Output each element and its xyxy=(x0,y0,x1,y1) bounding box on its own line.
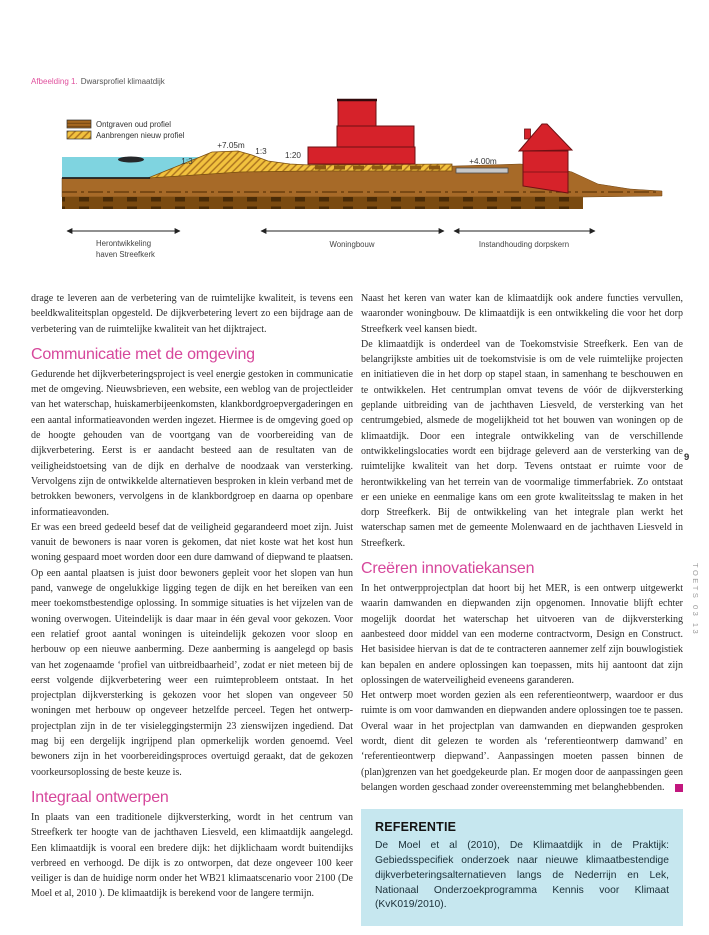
article-end-marker xyxy=(675,784,683,792)
figure-caption-number: Afbeelding 1. xyxy=(31,77,78,86)
legend-swatch-new-profile xyxy=(67,131,91,139)
outer-slope-label: 1:3 xyxy=(181,157,193,166)
zone-label-village: Instandhouding dorpskern xyxy=(478,240,570,249)
dike-cross-section-diagram xyxy=(0,0,709,270)
section-heading-integraal: Integraal ontwerpen xyxy=(31,788,169,806)
section-heading-communicatie: Communicatie met de omgeving xyxy=(31,345,255,363)
right-paragraph-innovatie-1: In het ontwerpprojectplan dat hoort bij het MER, is een ontwerp uitgewerkt waarin damwanden en diepwanden zijn opgenomen. Innovatie blijft echter mogelijk doordat het waterschap het uitvoeren van de dijkversterking aanbesteed door middel van een moderne contractvorm, Design en Construct. Het basisidee hiervan is dat de te contracteren aannemer zelf zijn bouwlogistiek kan bepalen en andere oplossingen kan toepassen, mits hij aantoont dat zijn oplossingen de waterveiligheid eveneens garanderen. xyxy=(361,583,683,686)
zone-label-housing: Woningbouw xyxy=(329,240,375,249)
reference-title: REFERENTIE xyxy=(375,820,457,835)
left-paragraph-communicatie-1: Gedurende het dijkverbeteringsproject is veel energie gestoken in communicatie met de omgeving. Nieuwsbrieven, een website, een weblog van de projectleider van het waterschap, huiskamerbijeenkomsten, klankbordgroepvergaderingen en een aantal informatieavonden werden ingezet. Hiermee is de omgeving goed op de hoogte gehouden van de voortgang van de voorbereiding van de dijkverbetering. Eerst is er aandacht besteed aan de resultaten van de veiligheidstoetsing van de dijk en derhalve de noodzaak van versterking. Vervolgens zijn de ontwikkelde alternatieven besproken in klein verband met de betrokken bewoners, vervolgens in de klankbordgroep en daarna op openbare informatieavonden. xyxy=(31,368,353,518)
zone-label-harbour-line1: Herontwikkeling xyxy=(96,239,152,248)
reference-text: De Moel et al (2010), De Klimaatdijk in de Praktijk: Gebiedsspecifiek onderzoek naar nieuwe klimaatbestendige dijkverbeteringsalternatieven langs de Nederrijn en Lek, Nationaal Onderzoekprogramma Kennis voor Klimaat (KvK019/2010). xyxy=(375,840,669,911)
platform xyxy=(456,168,508,173)
left-column xyxy=(31,291,353,902)
legend-label-new-profile: Aanbrengen nieuw profiel xyxy=(96,131,185,140)
platform-height-label: +4.00m xyxy=(469,157,497,166)
diagram-legend xyxy=(67,120,185,140)
page-number: 9 xyxy=(684,452,690,463)
apartment-building xyxy=(308,100,415,164)
inner-slope-label: 1:3 xyxy=(255,147,267,156)
right-paragraph-innovatie-2 xyxy=(361,688,683,795)
zone-label-harbour-line2: haven Streefkerk xyxy=(96,250,155,259)
gentle-slope-label: 1:20 xyxy=(285,151,301,160)
subsoil-strip xyxy=(62,197,583,209)
left-paragraph-communicatie-2: Er was een breed gedeeld besef dat de veiligheid gegarandeerd moet zijn. Juist vanuit de bewoners is naar voren is gekomen, dat niet koste wat het kost hun woning gespaard moet worden door een dure damwand of diepwand te plaatsen. Op een aantal plaatsen is juist door bewoners gepleit voor het slopen van hun pand, vanwege de ongelukkige ligging tegen de dijk en het bereiken van een meer toekomstbestendige oplossing. In sommige situaties is het vijzelen van de woning overwogen. Uiteindelijk is daar maar in één geval voor gekozen. Voor een relatief groot aantal woningen is uiteindelijk gekozen voor sloop en herbouw op een nieuwe aanberming. Deze aanberming is aangelegd op basis van het zogenaamde ‘profiel van uitbreidbaarheid’, zodat er niet meteen bij de eerst volgende dijkverbetering weer een ruimteprobleem ontstaat. In het projectplan dijkversterking is gekozen voor het slopen van ongeveer 50 woningen met herbouw op ongeveer hetzelfde perceel. Tegen het ontwerp-projectplan zijn in de ter visieleggingstermijn 23 zienswijzen ingediend. Dat mag bij een dergelijk ingrijpend plan opmerkelijk worden genoemd. Veel bewoners zijn in het voorbereidingsproces overtuigd geraakt, dat de gekozen voorkeursoplossing de beste keuze is. xyxy=(31,521,353,778)
village-house xyxy=(519,124,572,193)
left-paragraph-intro: drage te leveren aan de verbetering van de ruimtelijke kwaliteit, is tevens een beeldkwaliteitsplan opgesteld. De dijkverbetering levert zo een bijdrage aan de verbetering van de ruimtelijke kwaliteit van het dijktraject. xyxy=(31,293,353,335)
right-paragraph-toekomstvisie: De klimaatdijk is onderdeel van de Toekomstvisie Streefkerk. Een van de belangrijkste ambities uit de toekomstvisie is om de vele ruimtelijke projecten en initiatieven die in het dorp op stapel staan, in samenhang te beschouwen en te ontwikkelen. Het centrumplan omvat tevens de vóór de dijkversterking geplande uitbreiding van de jachthaven Liesveld, de versterking van het centrumgebied, alsmede de mogelijkheid tot het bouwen van woningen op de klimaatdijk. Door een integrale ontwikkeling van de verschillende ontwikkelingslocaties wordt een bijdrage geleverd aan de versterking van de ruimtelijke kwaliteit van het dorp. Tevens ontstaat er ruimte voor de herontwikkeling van het terrein van de voormalige timmerfabriek. Zo ontstaat er een unieke en eenmalige kans om een grote kwaliteitsslag te maken in het dorp Streefkerk. Bij de ontwikkeling van het integrale plan werkt het waterschap samen met de gemeente Molenwaard en de jachthaven Liesveld in Streefkerk. xyxy=(361,338,683,549)
legend-label-old-profile: Ontgraven oud profiel xyxy=(96,120,171,129)
right-paragraph-functies: Naast het keren van water kan de klimaatdijk ook andere functies vervullen, waaronder woningbouw. De klimaatdijk is een ontwikkeling die voor het dorp Streefkerk veel kansen biedt. xyxy=(361,293,683,335)
left-paragraph-integraal: In plaats van een traditionele dijkversterking, wordt in het centrum van Streefkerk ter hoogte van de jachthaven Liesveld, een klimaatdijk aangelegd. Een klimaatdijk is vooral een bredere dijk: het dijklichaam wordt buitendijks verbreed en verhoogd. De dijk is zo ontworpen, dat deze ongeveer 100 keer veiliger is dan de huidige norm onder het WB21 klimaatscenario voor 2100 (De Moel et al, 2010 ). De klimaatdijk is berekend voor de langere termijn. xyxy=(31,811,353,900)
section-heading-innovatiekansen: Creëren innovatiekansen xyxy=(361,560,535,578)
right-paragraph-innovatie-2-text: Het ontwerp moet worden gezien als een referentieontwerp, waardoor er dus ruimte is om voor damwanden en diepwanden andere oplossingen toe te passen. Overal waar in het projectplan van damwanden en diepwanden gesproken wordt, dient dit gelezen te worden als ‘referentieontwerp damwand’ en ‘referentieontwerp diepwand’. Aanpassingen moeten passen binnen de (plan)grenzen van het goedgekeurde plan. Er mogen door de aanpassingen geen belangen worden geschaad zonder overeenstemming met belanghebbenden. xyxy=(361,690,683,793)
boat-icon xyxy=(118,157,144,163)
right-column xyxy=(361,291,683,926)
legend-swatch-old-profile xyxy=(67,120,91,128)
figure-caption-title: Dwarsprofiel klimaatdijk xyxy=(80,77,165,86)
reference-box xyxy=(361,809,683,926)
journal-spine-label: TOETS 03 13 xyxy=(691,563,700,637)
crest-height-label: +7.05m xyxy=(217,141,245,150)
